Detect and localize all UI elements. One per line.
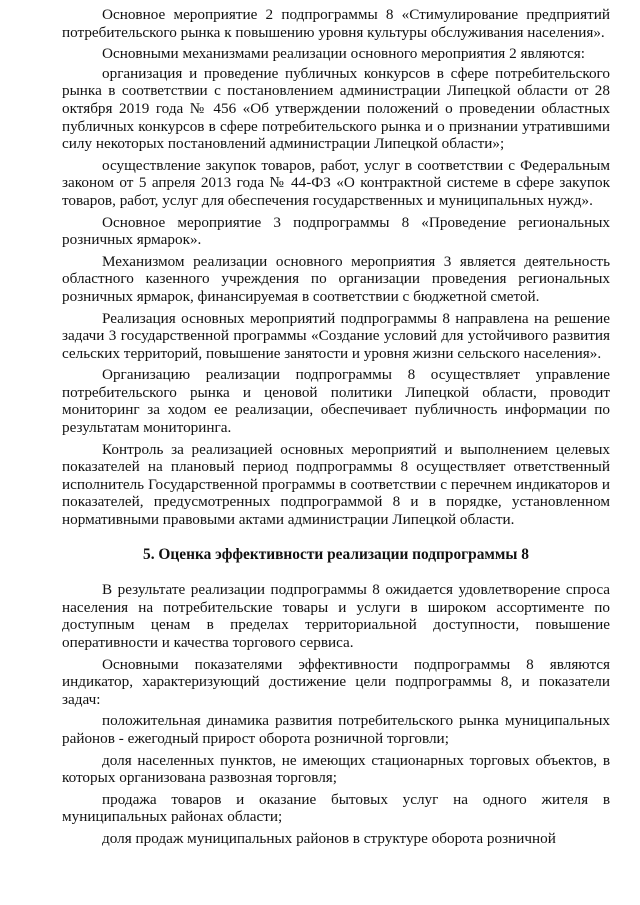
paragraph-indicators: Основными показателями эффективности подпрограммы 8 являются индикатор, характеризующий достижение цели подпрограммы 8, и показатели задач: (62, 655, 610, 708)
paragraph-mobile-trade: доля населенных пунктов, не имеющих стационарных торговых объектов, в которых организована развозная торговля; (62, 751, 610, 787)
paragraph-sales-share: доля продаж муниципальных районов в структуре оборота розничной (102, 829, 556, 847)
paragraph-procurement: осуществление закупок товаров, работ, услуг в соответствии с Федеральным законом от 5 апреля 2013 года № 44-ФЗ «О контрактной системе в сфере закупок товаров, работ, услуг для обеспечения государственных и муниципальных нужд». (62, 156, 610, 209)
paragraph-main-event-2: Основное мероприятие 2 подпрограммы 8 «Стимулирование предприятий потребительского рынка к повышению уровня культуры обслуживания населения». (62, 6, 610, 41)
paragraph-mechanism-3: Механизмом реализации основного мероприятия 3 является деятельность областного казенного учреждения по организации проведения региональных розничных ярмарок, финансируемая в соответствии с бюджетной сметой. (62, 252, 610, 305)
document-page (62, 6, 610, 852)
paragraph-retail-growth: положительная динамика развития потребительского рынка муниципальных районов - ежегодный прирост оборота розничной торговли; (62, 712, 610, 747)
paragraph-per-capita-sales: продажа товаров и оказание бытовых услуг на одного жителя в муниципальных районах области; (62, 790, 610, 826)
paragraph-control: Контроль за реализацией основных мероприятий и выполнением целевых показателей на плановый период подпрограммы 8 осуществляет ответственный исполнитель Государственной программы в соответствии с перечнем индикаторов и показателей, предусмотренных подпрограммой 8 и в порядке, установленном нормативными правовыми актами администрации Липецкой области. (62, 440, 610, 529)
paragraph-organization: Организацию реализации подпрограммы 8 осуществляет управление потребительского рынка и ценовой политики Липецкой области, проводит мониторинг за ходом ее реализации, обеспечивает публичность информации по результатам мониторинга. (62, 366, 610, 437)
paragraph-implementation: Реализация основных мероприятий подпрограммы 8 направлена на решение задачи 3 государственной программы «Создание условий для устойчивого развития сельских территорий, повышение занятости и уровня жизни сельского населения». (62, 309, 610, 362)
paragraph-mechanisms-2: Основными механизмами реализации основного мероприятия 2 являются: (102, 45, 585, 63)
paragraph-contests: организация и проведение публичных конкурсов в сфере потребительского рынка в соответствии с постановлением администрации Липецкой области от 28 октября 2019 года № 456 «Об утверждении положений о проведении областных публичных конкурсов в сфере потребительского рынка и о признании утратившими силу некоторых постановлений администрации Липецкой области»; (62, 64, 610, 153)
section-heading: 5. Оценка эффективности реализации подпрограммы 8 (143, 545, 529, 563)
paragraph-main-event-3: Основное мероприятие 3 подпрограммы 8 «Проведение региональных розничных ярмарок». (62, 213, 610, 249)
paragraph-expected-results: В результате реализации подпрограммы 8 ожидается удовлетворение спроса населения на потребительские товары и услуги в широком ассортименте по доступным ценам в пределах территориальной доступности, повышение оперативности и качества торгового сервиса. (62, 581, 610, 651)
